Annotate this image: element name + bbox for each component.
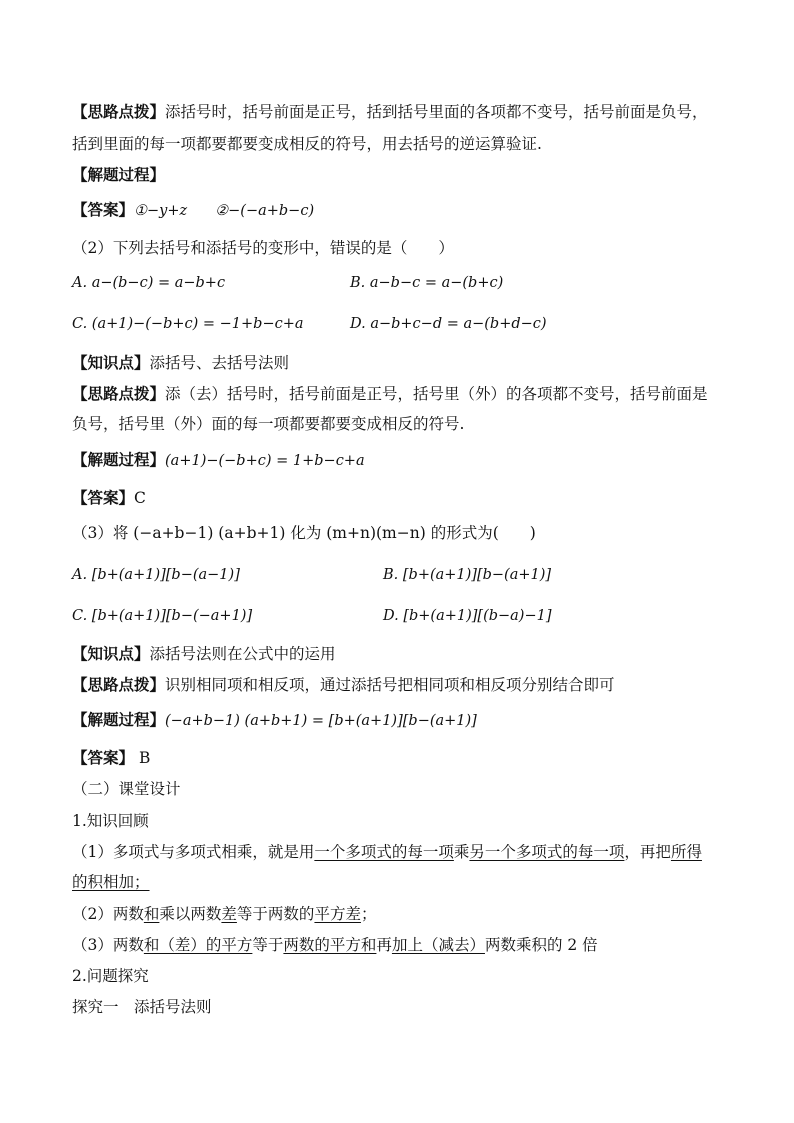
option-3d: D. [b+(a+1)][(b−a)−1] xyxy=(383,608,552,624)
review-item-1-line-2 xyxy=(72,872,150,892)
blank-answer: 所得 xyxy=(670,843,702,861)
option-3b: B. [b+(a+1)][b−(a+1)] xyxy=(383,567,552,583)
text: （2）两数 xyxy=(72,905,144,923)
hint-tag: 【思路点拨】 xyxy=(72,384,166,403)
option-2a: A. a−(b−c) = a−b+c xyxy=(72,275,226,291)
hint-2-line-1 xyxy=(72,384,708,404)
solution-text: (−a+b−1) (a+b+1) = [b+(a+1)][b−(a+1)] xyxy=(165,713,477,729)
answer-text: B xyxy=(134,749,151,767)
blank-answer: 两数的平方和 xyxy=(283,936,377,954)
answer-3 xyxy=(72,748,150,768)
text: （3）两数 xyxy=(72,936,144,954)
hint-text: 识别相同项和相反项，通过添括号把相同项和相反项分别结合即可 xyxy=(165,676,615,694)
question-3: （3）将 (−a+b−1) (a+b+1) 化为 (m+n)(m−n) 的形式为( ) xyxy=(72,524,536,542)
knowledge-text: 添括号法则在公式中的运用 xyxy=(149,645,336,663)
text: 等于 xyxy=(252,936,284,954)
knowledge-tag: 【知识点】 xyxy=(72,353,150,372)
blank-answer: 的积相加； xyxy=(72,873,150,891)
answer-line-1 xyxy=(72,200,314,221)
solution-3 xyxy=(72,710,477,731)
blank-answer: 和（差）的平方 xyxy=(143,936,253,954)
solution-text: (a+1)−(−b+c) = 1+b−c+a xyxy=(165,453,365,469)
text: 乘以两数 xyxy=(159,905,222,923)
blank-answer: 和 xyxy=(143,905,160,923)
inquiry-1-heading: 探究一 添括号法则 xyxy=(72,998,212,1016)
text: 再 xyxy=(376,936,392,954)
review-heading: 1.知识回顾 xyxy=(72,812,149,830)
option-2b: B. a−b−c = a−(b+c) xyxy=(350,275,504,291)
answer-tag: 【答案】 xyxy=(72,488,135,507)
inquiry-heading: 2.问题探究 xyxy=(72,967,149,985)
solution-tag: 【解题过程】 xyxy=(72,165,166,184)
knowledge-text: 添括号、去括号法则 xyxy=(149,354,290,372)
text: 等于两数的 xyxy=(236,905,315,923)
option-3c: C. [b+(a+1)][b−(−a+1)] xyxy=(72,608,253,624)
hint-line-1 xyxy=(72,102,708,122)
knowledge-tag: 【知识点】 xyxy=(72,644,150,663)
answer-2 xyxy=(72,488,146,508)
hint-line-2: 括到里面的每一项都要都要变成相反的符号，用去括号的逆运算验证. xyxy=(72,135,542,153)
blank-answer: 另一个多项式的每一项 xyxy=(469,843,625,861)
option-3a: A. [b+(a+1)][b−(a−1)] xyxy=(72,567,240,583)
answer-tag: 【答案】 xyxy=(72,200,135,219)
hint-3 xyxy=(72,675,615,695)
answer-text: C xyxy=(134,489,146,507)
option-2c: C. (a+1)−(−b+c) = −1+b−c+a xyxy=(72,316,304,332)
review-item-3 xyxy=(72,935,598,955)
answer-part-2: ②−(−a+b−c) xyxy=(215,203,315,219)
blank-answer: 加上（减去） xyxy=(391,936,485,954)
option-2d: D. a−b+c−d = a−(b+d−c) xyxy=(350,316,547,332)
knowledge-3 xyxy=(72,644,336,664)
text: 乘 xyxy=(453,843,470,861)
review-item-1-line-1 xyxy=(72,842,702,862)
solution-2 xyxy=(72,450,365,471)
section-heading: （二）课堂设计 xyxy=(72,780,181,798)
solution-tag: 【解题过程】 xyxy=(72,450,166,469)
text: ，再把 xyxy=(624,843,671,861)
review-item-2 xyxy=(72,904,376,924)
solution-tag: 【解题过程】 xyxy=(72,710,166,729)
hint-tag: 【思路点拨】 xyxy=(72,675,166,694)
hint-tag: 【思路点拨】 xyxy=(72,102,166,121)
knowledge-2 xyxy=(72,353,289,373)
hint-text: 添括号时，括号前面是正号，括到括号里面的各项都不变号，括号前面是负号， xyxy=(165,103,708,121)
blank-answer: 一个多项式的每一项 xyxy=(314,843,454,861)
hint-text: 添（去）括号时，括号前面是正号，括号里（外）的各项都不变号，括号前面是 xyxy=(165,385,708,403)
question-2: （2）下列去括号和添括号的变形中，错误的是（ ） xyxy=(72,239,454,257)
text: ； xyxy=(360,905,377,923)
blank-answer: 平方差 xyxy=(314,905,361,923)
answer-tag: 【答案】 xyxy=(72,748,135,767)
text: 两数乘积的 2 倍 xyxy=(484,936,598,954)
answer-part-1: ①−y+z xyxy=(134,203,188,219)
text: （1）多项式与多项式相乘，就是用 xyxy=(72,843,315,861)
hint-2-line-2: 负号，括号里（外）面的每一项都要都要变成相反的符号. xyxy=(72,415,465,433)
blank-answer: 差 xyxy=(221,905,237,923)
